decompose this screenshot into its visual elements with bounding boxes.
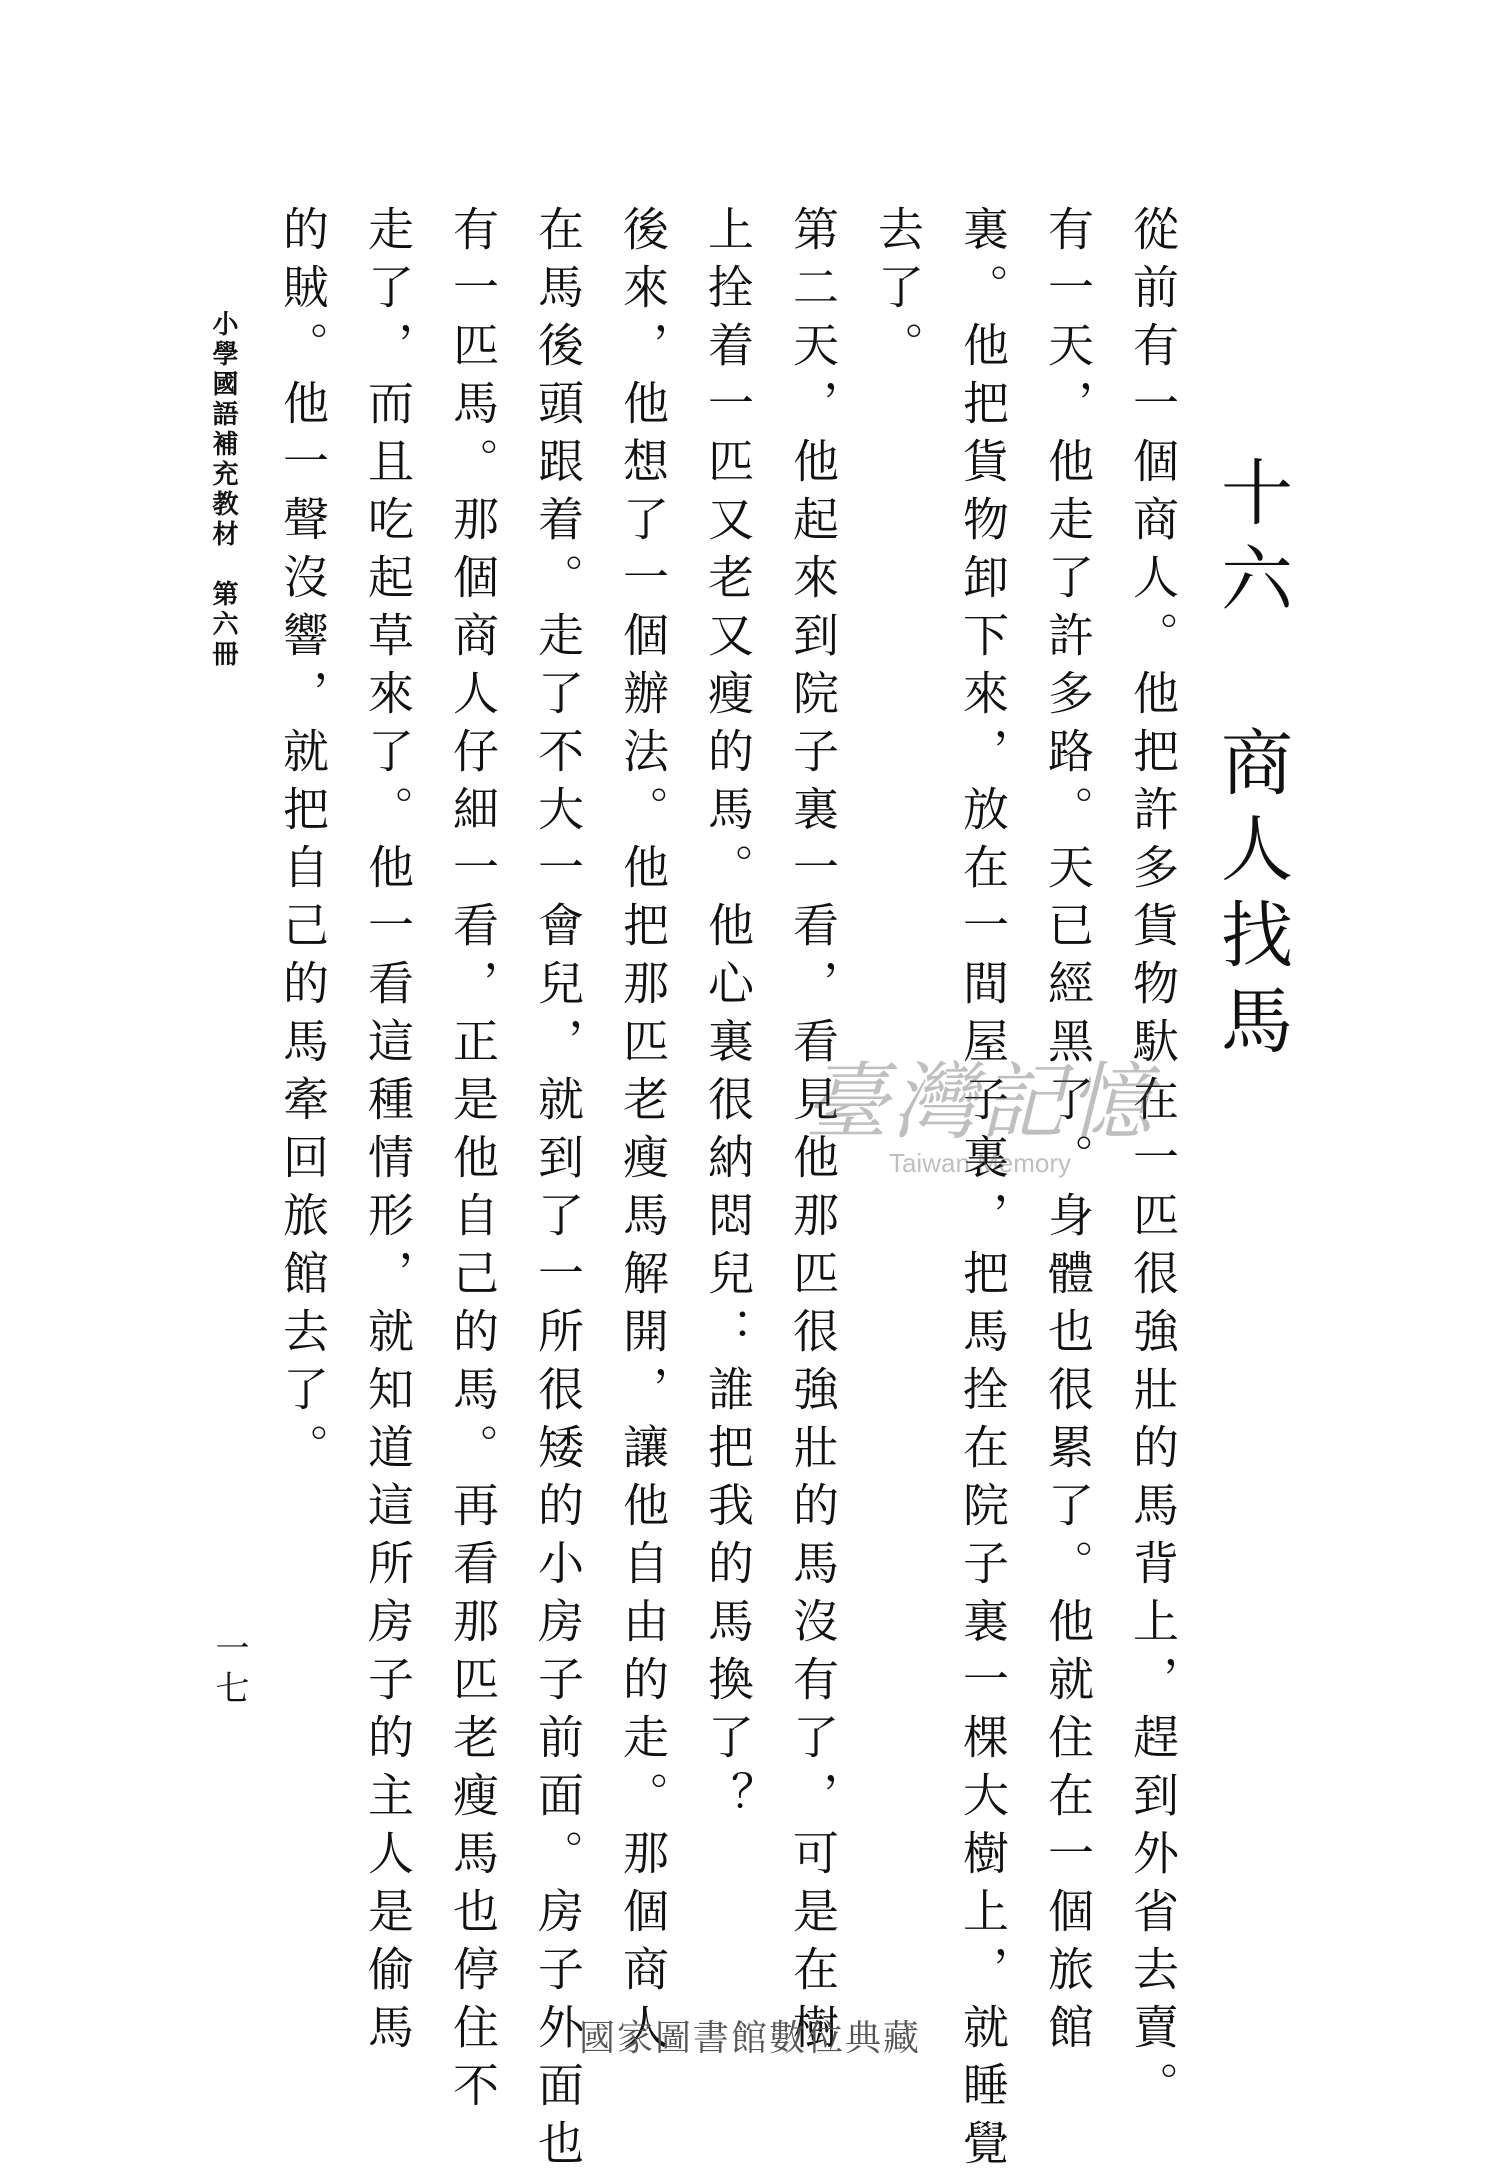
text-column-11: 的賊。他一聲沒響，就把自己的馬牽回旅館去了。 <box>276 205 330 1481</box>
watermark-english: Taiwan Memory <box>888 1148 1072 1178</box>
text-column-9: 有一匹馬。那個商人仔細一看，正是他自己的馬。再看那匹老瘦馬也停住不 <box>446 205 500 2119</box>
running-header: 小學國語補充教材 第六冊 <box>208 310 238 670</box>
text-column-6: 上拴着一匹又老又瘦的馬。他心裏很納悶兒：誰把我的馬換了？ <box>701 205 755 1829</box>
text-column-5: 第二天，他起來到院子裏一看，看見他那匹很強壯的馬沒有了，可是在樹 <box>786 205 840 2061</box>
text-column-10: 走了，而且吃起草來了。他一看這種情形，就知道這所房子的主人是偷馬 <box>361 205 415 2061</box>
text-column-1: 從前有一個商人。他把許多貨物馱在一匹很強壯的馬背上，趕到外省去賣。 <box>1126 205 1180 2119</box>
watermark-chinese: 臺灣記憶 <box>803 1053 1156 1151</box>
text-column-4: 去了。 <box>871 205 925 379</box>
watermark <box>750 1053 1210 1179</box>
text-column-3: 裏。他把貨物卸下來，放在一間屋子裏，把馬拴在院子裏一棵大樹上，就睡覺 <box>956 205 1010 2177</box>
text-column-2: 有一天，他走了許多路。天已經黑了。身體也很累了。他就住在一個旅館 <box>1041 205 1095 2061</box>
lesson-title: 十六 商人找馬 <box>1209 455 1293 1069</box>
archive-footer: 國家圖書館數位典藏 <box>578 2018 921 2059</box>
text-column-8: 在馬後頭跟着。走了不大一會兒，就到了一所很矮的小房子前面。房子外面也 <box>531 205 585 2177</box>
text-column-7: 後來，他想了一個辦法。他把那匹老瘦馬解開，讓他自由的走。那個商人 <box>616 205 670 2061</box>
page-number: 一七 <box>209 1630 249 1710</box>
